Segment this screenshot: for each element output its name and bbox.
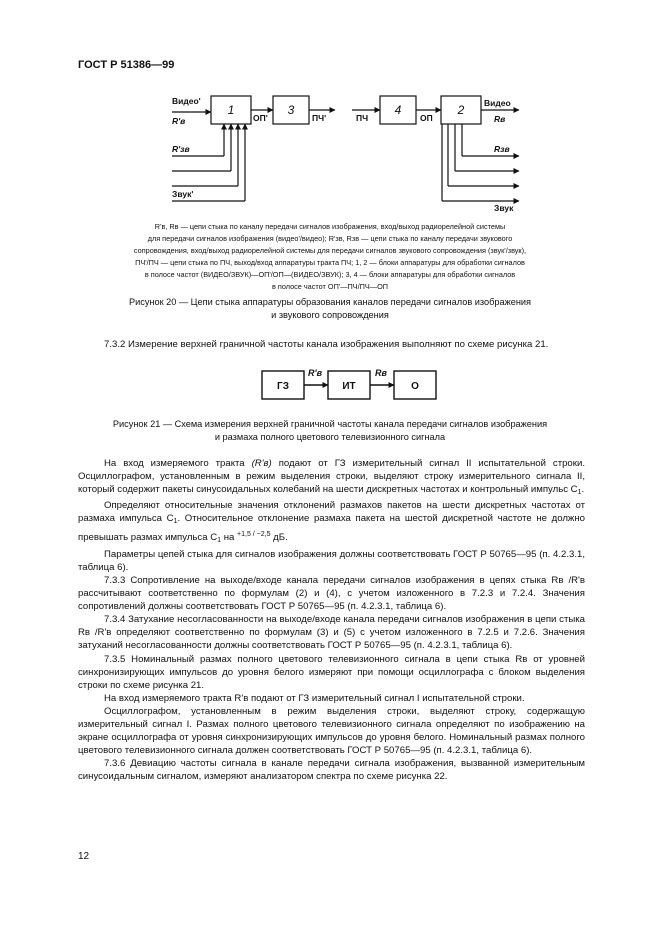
document-header: ГОСТ Р 51386—99 xyxy=(78,59,175,71)
body-text xyxy=(78,457,585,783)
legend-line: сопровождения, вход/выход радиорелейной системы для передачи сигналов звукового сопровождения (звук'/звук), xyxy=(133,246,527,255)
subscript: 1 xyxy=(173,518,178,526)
legend-line: в полосе частот ОП'—ПЧ/ПЧ—ОП xyxy=(272,282,388,291)
page-number: 12 xyxy=(78,851,90,862)
label-rzv-prime: R'зв xyxy=(172,144,190,154)
label-video-out: Видео xyxy=(484,98,511,108)
caption-line: и размаха полного цветового телевизионного сигнала xyxy=(214,432,446,442)
legend-line: ПЧ'/ПЧ — цепи стыка по ПЧ, выход/вход аппаратуры тракта ПЧ; 1, 2 — блоки аппаратуры для обработки сигналов xyxy=(135,258,525,267)
paragraph-7: На вход измеряемого тракта R'в подают от ГЗ измерительный сигнал I испытательной строки. xyxy=(104,692,525,704)
paragraph-8: Осциллографом, установленным в режим выделения строки, выделяют строку, содержащую измерительный сигнал I. Размах полного цветового телевизионного сигнала определяют по изображению на экране осциллографа от уровня синхронизирующих импульсов до уровня белого. Номинальный размах полного цветового телевизионного сигнала должен соответствовать ГОСТ Р 50765—95 (п. 4.2.3.1, таблица 6). xyxy=(78,705,585,757)
text-run: дБ. xyxy=(270,532,288,544)
text-run: . xyxy=(581,484,585,496)
paragraph-7-3-5: 7.3.5 Номинальный размах полного цветового телевизионного сигнала в цепи стыка Rв от уровней синхронизирующих импульсов до уровня белого измеряют при помощи осциллографа с блоком выделения строки по схеме рисунка 21. xyxy=(78,653,585,691)
block-gz-label: ГЗ xyxy=(277,381,289,392)
caption-line: Рисунок 21 — Схема измерения верхней граничной частоты канала передачи сигналов изображения xyxy=(112,419,548,429)
block-2-label: 2 xyxy=(457,103,465,117)
text-run: подают от ГЗ измерительный сигнал II испытательной строки. xyxy=(278,458,585,469)
block-it-label: ИТ xyxy=(342,381,356,392)
paragraph-3: Параметры цепей стыка для сигналов изображения должны соответствовать ГОСТ Р 50765—95 (п. 4.2.3.1, таблица 6). xyxy=(78,548,585,573)
text-run: Определяют относительные значения отклонений размахов пакетов на шести дискретных частотах от размаха импульса C xyxy=(78,500,585,525)
paragraph-text: 7.3.2 Измерение верхней граничной частоты канала изображения выполняют по схеме рисунка 21. xyxy=(104,339,549,350)
paragraph-1 xyxy=(78,457,585,499)
block-o-label: О xyxy=(411,381,419,392)
paragraph-7-3-6: 7.3.6 Девиацию частоты сигнала в канале передачи сигнала изображения, вызванной измерительным синусоидальным сигналом, измеряют анализатором спектра по схеме рисунка 22. xyxy=(78,758,585,783)
label-video-in: Видео' xyxy=(172,96,201,106)
figure-21-diagram xyxy=(0,0,661,420)
label-pch-prime: ПЧ' xyxy=(312,113,327,123)
text-run: на xyxy=(221,532,238,544)
tolerance: +1,5 / −2,5 xyxy=(237,531,271,539)
label-rv-21: Rв xyxy=(375,368,387,378)
legend-line: в полосе частот (ВИДЕО/ЗВУК)—ОП'/ОП—(ВИДЕО/ЗВУК); 3, 4 — блоки аппаратуры для обработки сигналов xyxy=(144,270,516,279)
label-op-prime: ОП' xyxy=(253,113,268,123)
subscript: 1 xyxy=(577,489,582,497)
block-3-label: 3 xyxy=(287,103,295,117)
paragraph-2 xyxy=(78,499,585,547)
paragraph-7-3-4: 7.3.4 Затухание несогласованности на выходе/входе канала передачи сигналов изображения в цепи стыка Rв /R'в определяют соответственно по формулам (3) и (5) с учетом изложенного в 7.2.5 и 7.2.6. Значения затуханий несогласованности должны соответствовать ГОСТ Р 50765—95 (п. 4.2.3.1, таблица 6). xyxy=(78,614,585,652)
label-zvuk-in: Звук' xyxy=(172,189,194,199)
block-4-label: 4 xyxy=(394,103,402,117)
caption-line: Рисунок 20 — Цепи стыка аппаратуры образования каналов передачи сигналов изображения xyxy=(128,297,532,307)
text-run: На вход измеряемого тракта xyxy=(104,458,245,469)
symbol: (R'в) xyxy=(251,458,272,469)
subscript: 1 xyxy=(217,537,222,545)
caption-line: и звукового сопровождения xyxy=(271,310,389,320)
text-run: . Относительное отклонение размаха пакета на шестой дискретной частоте не должно превышать размах импульса C xyxy=(78,513,585,544)
label-pch: ПЧ xyxy=(356,113,369,123)
block-1-label: 1 xyxy=(227,103,235,117)
legend-line: для передачи сигналов изображения (видео'/видео); R'зв, Rзв — цепи стыка по каналу передачи звукового xyxy=(147,234,513,243)
label-op: ОП xyxy=(420,113,433,123)
label-rv-prime: R'в xyxy=(172,116,186,126)
label-rv-prime-21: R'в xyxy=(308,368,323,378)
label-rzv: Rзв xyxy=(494,144,510,154)
label-zvuk-out: Звук xyxy=(494,203,514,213)
legend-line: R'в, Rв — цепи стыка по каналу передачи сигналов изображения, вход/выход радиорелейной системы xyxy=(154,222,506,231)
paragraph-7-3-3: 7.3.3 Сопротивление на выходе/входе канала передачи сигналов изображения в цепях стыка Rв /R'в рассчитывают соответственно по формулам (2) и (4), с учетом изложенного в 7.2.3 и 7.2.4. Значения сопротивлений должны соответствовать ГОСТ Р 50765—95 (п. 4.2.3.1, таблица 6). xyxy=(78,574,585,613)
figure-21-caption xyxy=(90,418,570,444)
text-run: Осциллографом, установленным в режим выделения строки, выделяют строку измерительного сигнала II, который содержит пакеты синусоидальных колебаний на шести дискретных частотах и контрольный импульс C xyxy=(78,471,585,496)
label-rv: Rв xyxy=(494,114,506,124)
